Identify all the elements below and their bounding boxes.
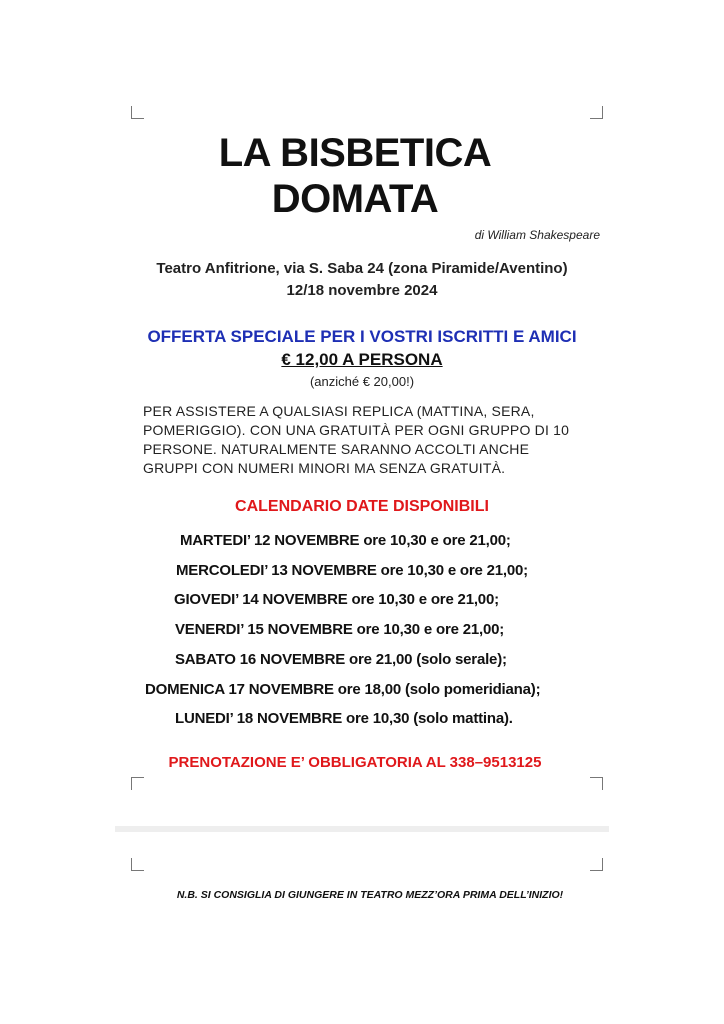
calendar-row-mercoledi: MERCOLEDI’ 13 NOVEMBRE ore 10,30 e ore 21,00; <box>176 562 528 579</box>
author-credit: di William Shakespeare <box>474 228 600 242</box>
offer-headline: OFFERTA SPECIALE PER I VOSTRI ISCRITTI E AMICI <box>147 327 577 346</box>
crop-mark-bottom-left <box>131 777 144 790</box>
crop-mark-bottom-right <box>590 777 603 790</box>
booking-notice: PRENOTAZIONE E’ OBBLIGATORIA AL 338–9513125 <box>168 754 542 771</box>
page-title-line-1: LA BISBETICA <box>218 131 492 175</box>
crop-mark-page2-right <box>590 858 603 871</box>
calendar-row-venerdi: VENERDI’ 15 NOVEMBRE ore 10,30 e ore 21,00; <box>175 621 505 638</box>
arrival-note: N.B. SI CONSIGLIA DI GIUNGERE IN TEATRO MEZZ’ORA PRIMA DELL’INIZIO! <box>176 889 564 901</box>
page-divider <box>115 826 609 832</box>
regular-price: (anziché € 20,00!) <box>309 374 415 389</box>
crop-mark-top-left <box>131 106 144 119</box>
calendar-row-domenica: DOMENICA 17 NOVEMBRE ore 18,00 (solo pomeridiana); <box>145 681 541 698</box>
page-title-line-2: DOMATA <box>271 177 439 221</box>
calendar-row-sabato: SABATO 16 NOVEMBRE ore 21,00 (solo serale); <box>175 651 507 668</box>
offer-price: € 12,00 A PERSONA <box>281 350 443 369</box>
venue-dates: 12/18 novembre 2024 <box>286 282 438 299</box>
calendar-row-martedi: MARTEDI’ 12 NOVEMBRE ore 10,30 e ore 21,00; <box>180 532 511 549</box>
crop-mark-top-right <box>590 106 603 119</box>
calendar-row-giovedi: GIOVEDI’ 14 NOVEMBRE ore 10,30 e ore 21,00; <box>174 591 499 608</box>
calendar-row-lunedi: LUNEDI’ 18 NOVEMBRE ore 10,30 (solo mattina). <box>175 710 513 727</box>
offer-description: PER ASSISTERE A QUALSIASI REPLICA (MATTINA, SERA, POMERIGGIO). CON UNA GRATUITÀ PER OGNI GRUPPO DI 10 PERSONE. NATURALMENTE SARANNO ACCOLTI ANCHE GRUPPI CON NUMERI MINORI MA SENZA GRATUITÀ. <box>143 403 570 476</box>
venue-address: Teatro Anfitrione, via S. Saba 24 (zona Piramide/Aventino) <box>156 260 568 277</box>
calendar-title: CALENDARIO DATE DISPONIBILI <box>235 498 489 515</box>
crop-mark-page2-left <box>131 858 144 871</box>
